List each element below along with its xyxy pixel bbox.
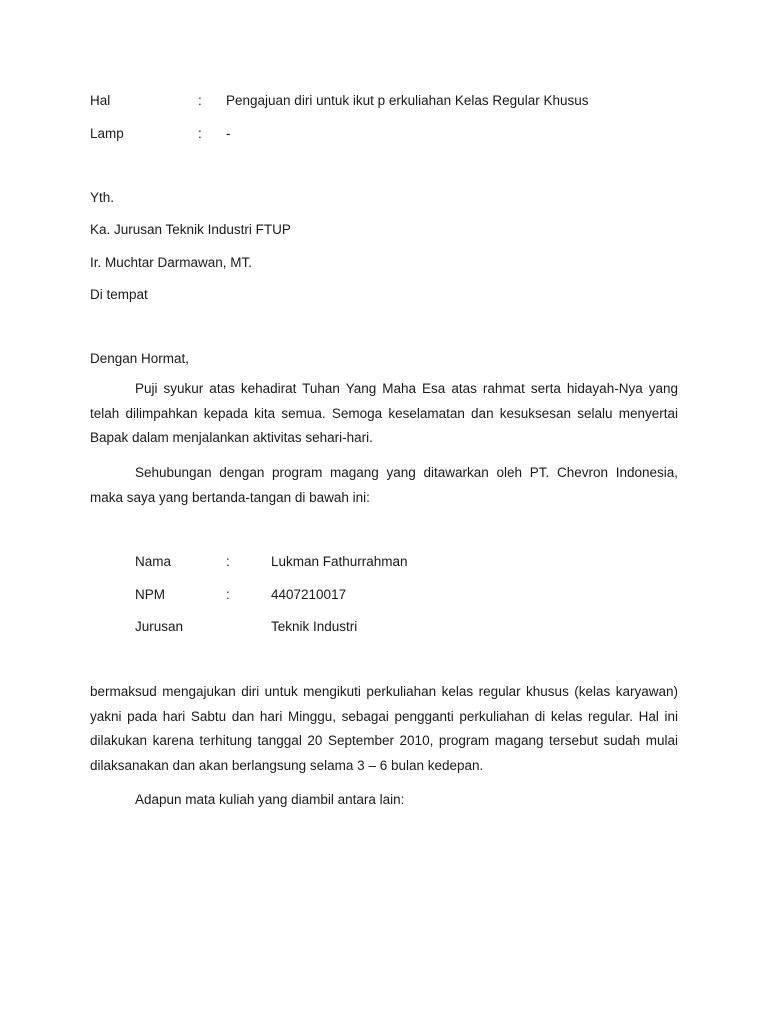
npm-colon: : xyxy=(226,587,230,602)
paragraph-request: bermaksud mengajukan diri untuk mengikuti perkuliahan kelas regular khusus (kelas karyawan) yakni pada hari Sabtu dan hari Minggu, sebagai pengganti perkuliahan di kelas regular. Hal ini dilakukan karena terhitung tanggal 20 September 2010, program magang tersebut sudah mulai dilaksanakan dan akan berlangsung selama 3 – 6 bulan kedepan. xyxy=(90,684,678,773)
attachment-label: Lamp xyxy=(90,126,124,141)
attachment-value: - xyxy=(226,126,231,141)
recipient-line-1: Ka. Jurusan Teknik Industri FTUP xyxy=(90,222,291,237)
npm-value: 4407210017 xyxy=(271,587,347,602)
subject-colon: : xyxy=(198,93,202,108)
paragraph-intro: Sehubungan dengan program magang yang ditawarkan oleh PT. Chevron Indonesia, maka saya yang bertanda-tangan di bawah ini: xyxy=(90,465,678,505)
attachment-colon: : xyxy=(198,126,202,141)
salutation: Dengan Hormat, xyxy=(90,351,190,366)
name-colon: : xyxy=(226,554,230,569)
subject-value: Pengajuan diri untuk ikut p erkuliahan Kelas Regular Khusus xyxy=(226,93,589,108)
paragraph-courses: Adapun mata kuliah yang diambil antara lain: xyxy=(135,792,405,807)
subject-label: Hal xyxy=(90,93,111,108)
department-value: Teknik Industri xyxy=(271,619,358,634)
recipient-greeting: Yth. xyxy=(90,190,115,205)
name-label: Nama xyxy=(135,554,172,569)
npm-label: NPM xyxy=(135,587,165,602)
department-label: Jurusan xyxy=(135,619,184,634)
name-value: Lukman Fathurrahman xyxy=(271,554,408,569)
paragraph-opening: Puji syukur atas kehadirat Tuhan Yang Maha Esa atas rahmat serta hidayah-Nya yang telah dilimpahkan kepada kita semua. Semoga keselamatan dan kesuksesan selalu menyertai Bapak dalam menjalankan aktivitas sehari-hari. xyxy=(90,381,678,445)
recipient-line-3: Di tempat xyxy=(90,287,148,302)
recipient-line-2: Ir. Muchtar Darmawan, MT. xyxy=(90,255,253,270)
